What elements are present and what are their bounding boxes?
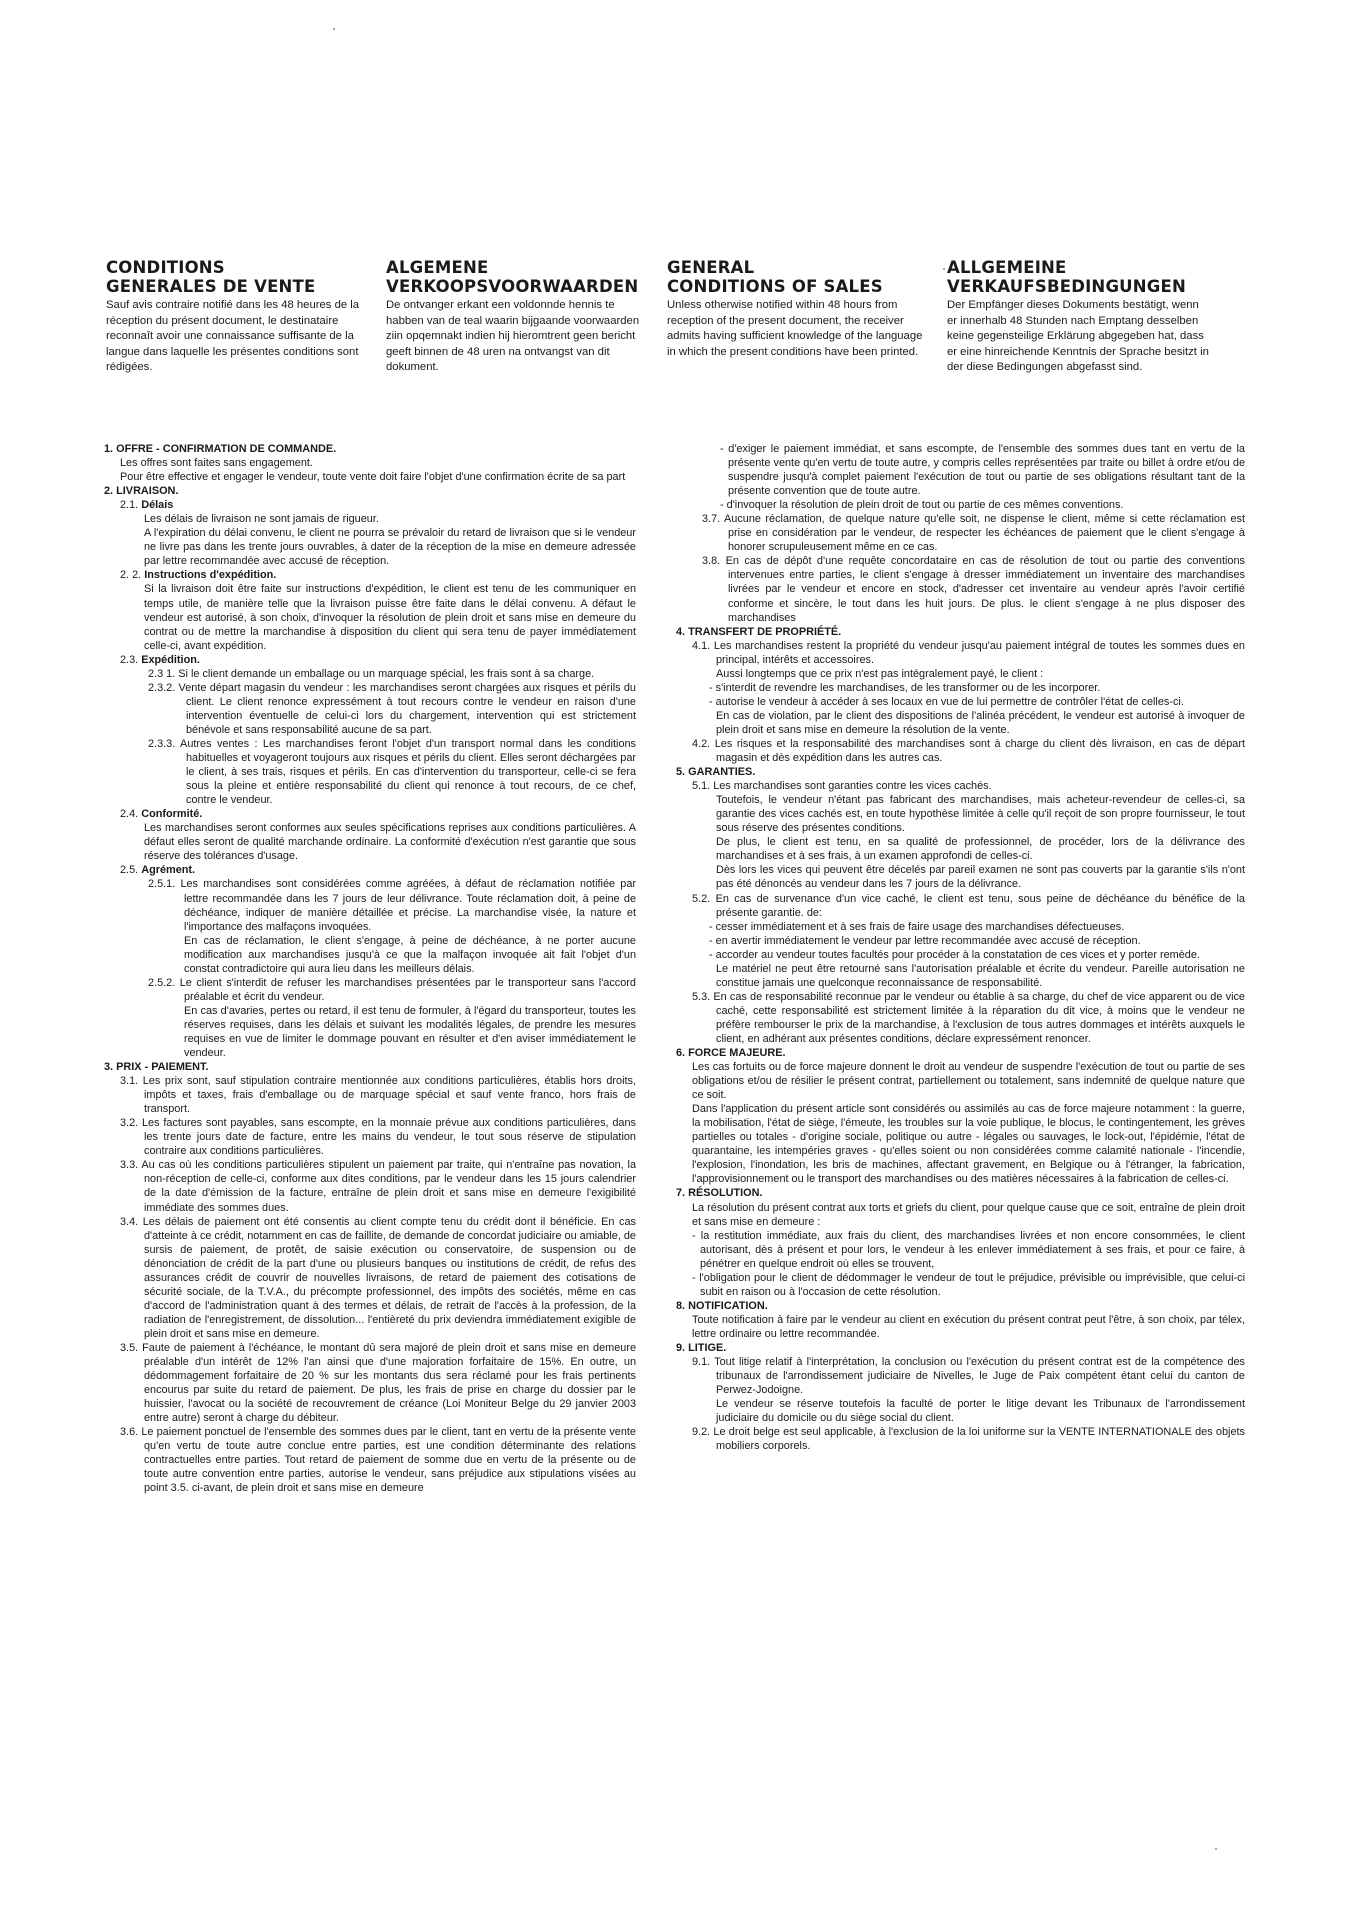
- subsection-2-2-heading: [104, 568, 636, 582]
- subsection-number: 2.4.: [120, 808, 139, 821]
- scan-speck: [333, 28, 335, 30]
- section-8-heading: [676, 1299, 1245, 1313]
- section-number: 9.: [676, 1342, 686, 1354]
- subsection-title: Instructions d'expédition.: [144, 569, 277, 582]
- paragraph: Les marchandises seront conformes aux seules spécifications reprises aux conditions particulières. A défaut elles seront de qualité marchande ordinaire. La conformité d'exécution n'est garantie que sous réserve des tolérances d'usage.: [144, 822, 636, 863]
- intro-text: De ontvanger erkant een voldonnde hennis te habben van de teal waarin bijgaande voorwaarden ziin opqemnakt indien hij hieromtrent geen bericht geeft binnen de 48 uren na ontvangst van dit dokument.: [386, 299, 640, 373]
- subsection-title: Conformité.: [141, 808, 203, 821]
- subsection-2-5-heading: [104, 863, 636, 877]
- header-col-fr: [106, 258, 368, 376]
- heading-line-1: ALGEMENE: [386, 258, 489, 277]
- subsection-title: Expédition.: [141, 653, 200, 666]
- paragraph: 3.2. Les factures sont payables, sans escompte, en la monnaie prévue aux conditions particulières, dans les trente jours date de facture, entre les mains du vendeur, le tout sous réserve de stipulation contraire aux conditions particulières.: [120, 1117, 636, 1158]
- paragraph: 3.6. Le paiement ponctuel de l'ensemble des sommes dues par le client, tant en vertu de la présente vente qu'en vertu de toute autre conclue entre parties, est une condition déterminante des relations contractuelles entre parties. Tout retard de paiement de somme due en vertu de la présente ou de toute autre convention entre parties, autorise le vendeur, sans préjudice aux stipulations visées au point 3.5. ci-avant, de plein droit et sans mise en demeure: [120, 1426, 636, 1495]
- paragraph: 2.3.3. Autres ventes : Les marchandises feront l'objet d'un transport normal dans les conditions habituelles et voyageront toujours aux risques et périls du client. Elles seront déchargées par le client, à ses trais, risques et périls. En cas d'intervention du transporteur, celle-ci se fera sous la pleine et entière responsabilité du client qui renonce à tout recours, de ce chef, contre le vendeur.: [148, 737, 636, 807]
- paragraph: 2.3.2. Vente départ magasin du vendeur : les marchandises seront chargées aux risques et périls du client. Le client renonce expressément à tout recours contre le vendeur en raison d'une intervention éventuelle de celui-ci lors du chargement, intervention qui est strictement bénévole et sans responsabilité aucune de sa part.: [148, 681, 636, 736]
- section-title: LITIGE.: [688, 1342, 727, 1354]
- paragraph: 3.4. Les délais de paiement ont été consentis au client compte tenu du crédit dont il bénéficie. En cas d'atteinte à ce crédit, notamment en cas de faillite, de demande de concordat judiciaire ou amiable, de sursis de paiement, de protêt, de saisie exécution ou conservatoire, de suspension ou de dénonciation de crédit de la part d'une ou plusieurs banques ou institutions de crédit, de refus des assurances crédit de couvrir de nouvelles livraisons, de retard de paiement des cotisations de sécurité sociale, de la T.V.A., du précompte professionnel, des impôts des sociétés, même en cas d'accord de l'administration quant à des termes et délais, de retrait de l'accès à la profession, de la radiation de l'enregistrement, de dissolution... l'entièreté du prix deviendra immédiatement exigible de plein droit et sans mise en demeure.: [120, 1215, 636, 1340]
- paragraph: Si la livraison doit être faite sur instructions d'expédition, le client est tenu de les communiquer en temps utile, de manière telle que la livraison puisse être faite dans le délai convenu. A défaut le vendeur est autorisé, à son choix, d'invoquer la résolution de plein droit et sans mise en demeure du contrat ou de mettre la marchandise à disposition du client qui sera tenu de payer immédiatement celle-ci, avant expédition.: [144, 583, 636, 652]
- subsection-number: 2.3.: [120, 653, 139, 666]
- paragraph: 3.3. Au cas où les conditions particulières stipulent un paiement par traite, qui n'entraîne pas novation, la non-réception de celle-ci, conforme aux dites conditions, par le vendeur dans les 15 jours calendrier de la date d'émission de la facture, entraîne de plein droit et sans mise en demeure l'exigibilité immédiate des sommes dues.: [120, 1159, 636, 1214]
- paragraph: 4.1. Les marchandises restent la propriété du vendeur jusqu'au paiement intégral de toutes les sommes dues en principal, intérêts et accessoires.: [692, 639, 1245, 666]
- paragraph: - accorder au vendeur toutes facultés pour procéder à la constatation de ces vices et y porter remède.: [709, 948, 1200, 961]
- paragraph: 3.5. Faute de paiement à l'échéance, le montant dû sera majoré de plein droit et sans mise en demeure préalable d'un intérêt de 12% l'an ainsi que d'une majoration forfaitaire de 15%. En outre, un dédommagement forfaitaire de 20 % sur les montants dus sera réclamé pour les frais pertinents encourus par suite du retard de paiement. De plus, les frais de prise en charge du dossier par le huissier, l'avocat ou la société de recouvrement de créance (Loi Moniteur Belge du 29 janvier 2003 entre autre) seront à charge du débiteur.: [120, 1342, 636, 1425]
- section-1-heading: [104, 442, 636, 456]
- heading-line-2: GENERALES DE VENTE: [106, 277, 316, 296]
- paragraph: 5.3. En cas de responsabilité reconnue par le vendeur ou établie à sa charge, du chef de vice apparent ou de vice caché, cette responsabilité est strictement limitée à la réparation du dit vice, à moins que le vendeur ne préfère rembourser le prix de la marchandise, à l'exclusion de tous autres dommages et intérêts auxquels le client, en adhérant aux présentes conditions, déclare expressément renoncer.: [692, 990, 1245, 1045]
- paragraph: Toute notification à faire par le vendeur au client en exécution du présent contrat peut l'être, à son choix, par télex, lettre ordinaire ou lettre recommandée.: [692, 1313, 1245, 1340]
- section-number: 1.: [104, 443, 114, 455]
- header-col-de: [947, 258, 1209, 376]
- subsection-2-4-heading: [104, 807, 636, 821]
- paragraph: 3.7. Aucune réclamation, de quelque nature qu'elle soit, ne dispense le client, même si cette réclamation est prise en considération par le vendeur, de respecter les échéances de paiement que le client s'engage à honorer scrupuleusement même en ce cas.: [702, 513, 1245, 554]
- section-title: GARANTIES.: [688, 766, 756, 779]
- intro-text: Der Empfänger dieses Dokuments bestätigt, wenn er innerhalb 48 Stunden nach Emptang desselben keine gegensteilige Erklärung abgegeben hat, dass er eine hinreichende Kenntnis der Sprache besitzt in der diese Bedingungen abgefasst sind.: [947, 299, 1209, 373]
- paragraph: Dans l'application du présent article sont considérés ou assimilés au cas de force majeure notamment : la guerre, la mobilisation, l'état de siège, l'émeute, les troubles sur la voie publique, le blocus, le contingentement, les grèves partielles ou totales - d'origine sociale, politique ou autre - légales ou sauvages, le lock-out, l'épidémie, l'état de quarantaine, les intempéries graves - qu'elles soient ou non considérées comme calamité nationale - l'incendie, l'explosion, l'inondation, les bris de machines, affectant gravement, en Belgique ou à l'étranger, la fabrication, l'approvisionnement ou le transport des marchandises ou des matières nécessaires à la fabrication de celles-ci.: [692, 1103, 1245, 1186]
- paragraph: 5.2. En cas de survenance d'un vice caché, le client est tenu, sous peine de déchéance du bénéfice de la présente garantie. de:: [692, 892, 1245, 919]
- paragraph: - la restitution immédiate, aux frais du client, des marchandises livrées et non encore consommées, le client autorisant, dès à présent et pour lors, le vendeur à les enlever immédiatement à ses frais, et pour ce faire, à pénétrer en quelque endroit où elles se trouvent,: [692, 1229, 1245, 1270]
- paragraph: En cas de réclamation, le client s'engage, à peine de déchéance, à ne porter aucune modification aux marchandises jusqu'à ce que la malfaçon invoquée ait fait l'objet d'un constat contradictoire qui aura lieu dans les meilleurs délais.: [184, 934, 636, 975]
- section-number: 7.: [676, 1187, 686, 1200]
- paragraph: En cas d'avaries, pertes ou retard, il est tenu de formuler, à l'égard du transporteur, toutes les réserves requises, dans les délais et suivant les modalités légales, de prendre les mesures requises en vue de limiter le dommage pouvant en résulter et d'en aviser immédiatement le vendeur.: [184, 1004, 636, 1060]
- paragraph: 9.2. Le droit belge est seul applicable, à l'exclusion de la loi uniforme sur la VENTE INTERNATIONALE des objets mobiliers corporels.: [692, 1426, 1245, 1453]
- heading-line-2: VERKOOPSVOORWAARDEN: [386, 277, 639, 296]
- heading-line-2: VERKAUFSBEDINGUNGEN: [947, 277, 1187, 296]
- paragraph: 2.3 1. Si le client demande un emballage ou un marquage spécial, les frais sont à sa charge.: [148, 667, 595, 680]
- paragraph: En cas de violation, par le client des dispositions de l'alinéa précédent, le vendeur est autorisé à invoquer de plein droit et sans mise en demeure la résolution de la vente.: [716, 709, 1245, 736]
- paragraph: Toutefois, le vendeur n'étant pas fabricant des marchandises, mais acheteur-revendeur de celles-ci, sa garantie des vices cachés est, en toute hypothèse limitée à celle qu'il reçoit de son propre fournisseur, le tout sous réserve des présentes conditions.: [716, 794, 1245, 835]
- intro-text: Unless otherwise notified within 48 hours from reception of the present document, the receiver admits having sufficient knowledge of the language in which the present conditions have been printed.: [667, 299, 923, 358]
- section-6-heading: [676, 1046, 1245, 1060]
- paragraph: Le vendeur se réserve toutefois la faculté de porter le litige devant les Tribunaux de l'arrondissement judiciaire du domicile ou du siège social du client.: [716, 1398, 1245, 1425]
- section-title: TRANSFERT DE PROPRIÉTÉ.: [688, 625, 842, 638]
- heading-line-1: CONDITIONS: [106, 258, 225, 277]
- paragraph: 5.1. Les marchandises sont garanties contre les vices cachés.: [692, 780, 992, 793]
- subsection-2-3-heading: [104, 653, 636, 667]
- section-5-heading: [676, 765, 1245, 779]
- subsection-number: 2. 2.: [120, 569, 142, 582]
- heading-line-1: GENERAL: [667, 258, 755, 277]
- paragraph: 3.8. En cas de dépôt d'une requête concordataire en cas de résolution de tout ou partie des conventions intervenues entre parties, le client s'engage à dresser immédiatement un inventaire des marchandises livrées par le vendeur et encore en stock, d'adresser cet inventaire au vendeur après l'avoir certifié conforme et sincère, le tout dans les huit jours. De plus. le client s'engage à ne plus disposer des marchandises: [702, 555, 1245, 624]
- paragraph: - s'interdit de revendre les marchandises, de les transformer ou de les incorporer.: [709, 681, 1101, 694]
- paragraph: 2.5.1. Les marchandises sont considérées comme agréées, à défaut de réclamation notifiée par lettre recommandée dans les 7 jours de leur délivrance. Toute réclamation doit, à peine de déchéance, indiquer de manière détaillée et précise. La marchandise visée, la nature et l'importance des malfaçons invoquées.: [148, 878, 636, 933]
- paragraph: - d'exiger le paiement immédiat, et sans escompte, de l'ensemble des sommes dues tant en vertu de la présente vente qu'en vertu de toute autre, y compris celles représentées par traite ou billet à ordre et/ou de suspendre jusqu'à complet paiement l'exécution de tout ou partie de ses obligations résultant tant de la présente convention que de toute autre.: [720, 443, 1245, 498]
- scan-speck: [943, 268, 945, 270]
- section-number: 3.: [104, 1061, 114, 1074]
- paragraph: - en avertir immédiatement le vendeur par lettre recommandée avec accusé de réception.: [709, 934, 1141, 947]
- paragraph: Les délais de livraison ne sont jamais de rigueur.: [144, 513, 379, 526]
- subsection-number: 2.5.: [120, 864, 139, 877]
- section-title: FORCE MAJEURE.: [688, 1047, 786, 1060]
- subsection-number: 2.1.: [120, 499, 139, 512]
- paragraph: 2.5.2. Le client s'interdit de refuser les marchandises présentées par le transporteur sans l'accord préalable et écrit du vendeur.: [148, 976, 636, 1003]
- section-3-heading: [104, 1060, 636, 1074]
- paragraph: Les cas fortuits ou de force majeure donnent le droit au vendeur de suspendre l'exécution de tout ou partie de ses obligations et/ou de résilier le présent contrat, partiellement ou totalement, sans indemnité de quelque nature que ce soit.: [692, 1061, 1245, 1102]
- paragraph: La résolution du présent contrat aux torts et griefs du client, pour quelque cause que ce soit, entraîne de plein droit et sans mise en demeure :: [692, 1201, 1245, 1228]
- paragraph: Pour être effective et engager le vendeur, toute vente doit faire l'objet d'une confirmation écrite de sa part: [120, 471, 626, 484]
- section-title: RÉSOLUTION.: [688, 1187, 763, 1200]
- section-title: LIVRAISON.: [116, 485, 179, 498]
- section-number: 4.: [676, 625, 686, 638]
- section-4-heading: [676, 625, 1245, 639]
- section-title: OFFRE - CONFIRMATION DE COMMANDE.: [116, 443, 337, 455]
- subsection-title: Agrément.: [141, 864, 196, 877]
- paragraph: De plus, le client est tenu, en sa qualité de professionnel, de procéder, lors de la délivrance des marchandises et à ses frais, à un examen approfondi de celles-ci.: [716, 836, 1245, 863]
- section-title: PRIX - PAIEMENT.: [116, 1061, 209, 1074]
- paragraph: - cesser immédiatement et à ses frais de faire usage des marchandises défectueuses.: [709, 920, 1125, 933]
- section-number: 5.: [676, 766, 686, 779]
- heading-line-2: CONDITIONS OF SALES: [667, 277, 883, 296]
- paragraph: - autorise le vendeur à accéder à ses locaux en vue de lui permettre de contrôler l'état de celles-ci.: [709, 695, 1184, 708]
- subsection-title: Délais: [141, 499, 174, 512]
- header-col-nl: [386, 258, 648, 376]
- paragraph: Les offres sont faites sans engagement.: [120, 457, 313, 470]
- heading-line-1: ALLGEMEINE: [947, 258, 1067, 277]
- paragraph: 3.1. Les prix sont, sauf stipulation contraire mentionnée aux conditions particulières, établis hors droits, impôts et taxes, frais d'emballage ou de marquage spécial et sauf vente franco, hors frais de transport.: [120, 1075, 636, 1116]
- paragraph: 9.1. Tout litige relatif à l'interprétation, la conclusion ou l'exécution du présent contrat est de la compétence des tribunaux de l'arrondissement judiciaire de Nivelles, le Juge de Paix compétent étant celui du canton de Perwez-Jodoigne.: [692, 1356, 1245, 1397]
- section-number: 2.: [104, 485, 114, 498]
- section-2-heading: [104, 484, 636, 498]
- header-col-en: [667, 258, 929, 360]
- subsection-2-1-heading: [104, 498, 636, 512]
- paragraph: Le matériel ne peut être retourné sans l'autorisation préalable et écrite du vendeur. Pareille autorisation ne constitue jamais une quelconque reconnaissance de responsabilité.: [716, 962, 1245, 989]
- intro-text: Sauf avis contraire notifié dans les 48 heures de la réception du présent document, le destinataire reconnaît avoir une connaissance suffisante de la langue dans laquelle les présentes conditions sont rédigées.: [106, 299, 360, 373]
- section-number: 6.: [676, 1047, 686, 1060]
- scan-speck: [1215, 1848, 1217, 1850]
- paragraph: Aussi longtemps que ce prix n'est pas intégralement payé, le client :: [716, 667, 1044, 680]
- section-title: NOTIFICATION.: [688, 1299, 768, 1312]
- section-9-heading: [676, 1341, 1245, 1355]
- paragraph: A l'expiration du délai convenu, le client ne pourra se prévaloir du retard de livraison que si le vendeur ne livre pas dans les trente jours ouvrables, à dater de la réception de la mise en demeure adressée par lettre recommandée avec accusé de réception.: [144, 527, 636, 568]
- paragraph: Dès lors les vices qui peuvent être décelés par pareil examen ne sont pas couverts par la garantie s'ils n'ont pas été dénoncés au vendeur dans les 7 jours de la délivrance.: [716, 864, 1245, 891]
- terms-column-right: [676, 442, 1245, 1453]
- terms-column-left: [104, 442, 636, 1496]
- section-7-heading: [676, 1186, 1245, 1200]
- paragraph: - l'obligation pour le client de dédommager le vendeur de tout le préjudice, prévisible ou imprévisible, que celui-ci subit en raison ou à l'occasion de cette résolution.: [692, 1271, 1245, 1298]
- section-number: 8.: [676, 1299, 686, 1312]
- paragraph: 4.2. Les risques et la responsabilité des marchandises sont à charge du client dès livraison, en cas de départ magasin et dès expédition dans les autres cas.: [692, 737, 1245, 765]
- paragraph: - d'invoquer la résolution de plein droit de tout ou partie de ces mêmes conventions.: [720, 499, 1124, 512]
